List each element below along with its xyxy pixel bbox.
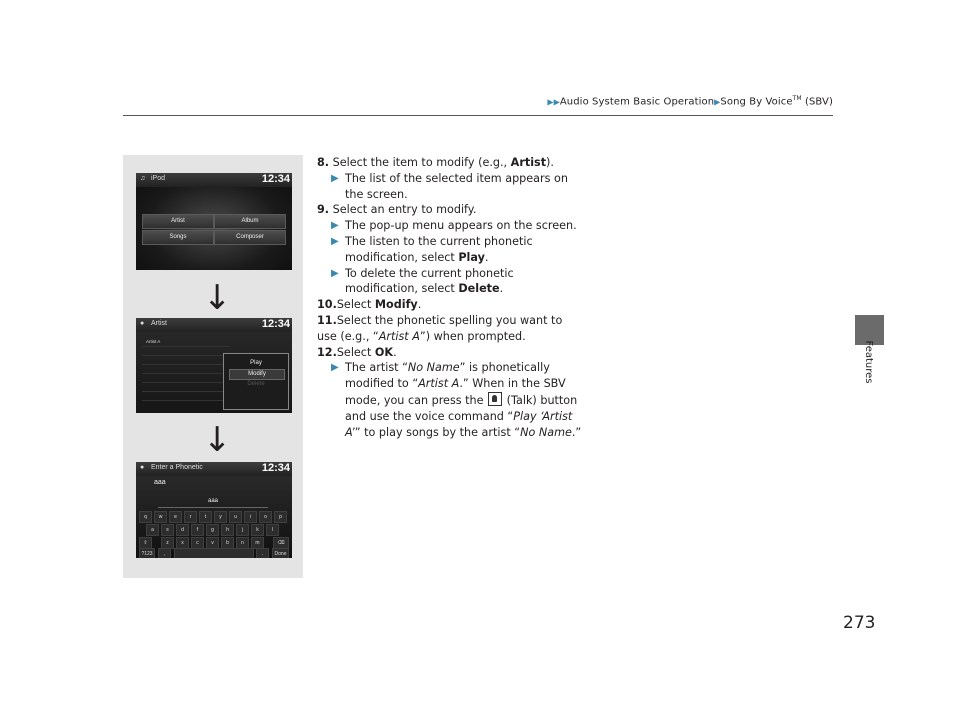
triangle-bullet-icon: ▶ [331, 267, 339, 279]
trademark-mark: TM [792, 95, 802, 102]
key-m[interactable]: m [251, 537, 264, 549]
step-9-result: ▶ The pop-up menu appears on the screen. [331, 219, 577, 233]
key-u[interactable]: u [229, 511, 242, 523]
header-rule [123, 115, 833, 116]
key-j[interactable]: j [236, 524, 249, 536]
key-c[interactable]: c [191, 537, 204, 549]
key-z[interactable]: z [161, 537, 174, 549]
key-g[interactable]: g [206, 524, 219, 536]
key-h[interactable]: h [221, 524, 234, 536]
key-v[interactable]: v [206, 537, 219, 549]
modify-menu-item[interactable]: Modify [229, 369, 285, 380]
songs-button[interactable]: Songs [142, 230, 214, 245]
breadcrumb-arrow-icon: ▶ [714, 97, 721, 107]
key-f[interactable]: f [191, 524, 204, 536]
step-8-result: ▶ The list of the selected item appears on the screen. [331, 171, 568, 201]
instruction-steps [317, 155, 582, 440]
phonetic-screen [136, 462, 292, 558]
breadcrumb-section: Audio System Basic Operation [559, 96, 715, 108]
list-item[interactable]: Artist A [142, 338, 230, 347]
key-e[interactable]: e [169, 511, 182, 523]
down-arrow-icon: ↓ [203, 420, 232, 460]
shift-key-icon[interactable]: ⇧ [139, 537, 152, 549]
screen-title: iPod [151, 175, 166, 182]
key-q[interactable]: q [139, 511, 152, 523]
chapter-tab-label: Features [863, 340, 874, 384]
key-w[interactable]: w [154, 511, 167, 523]
phonetic-field[interactable]: aaa [154, 479, 166, 486]
step-9: 9. Select an entry to modify. [317, 203, 477, 217]
clock: 12:34 [261, 462, 290, 474]
step-9-play-note: ▶ The listen to the current phonetic modification, select Play. [331, 234, 533, 264]
key-l[interactable]: l [266, 524, 279, 536]
step-12: 12.Select OK. [317, 345, 397, 359]
phonetic-entry[interactable]: aaa [158, 495, 268, 508]
list-item[interactable] [142, 392, 230, 401]
step-12-result: ▶ The artist “No Name” is phonetically modified to “Artist A.” When in the SBV mode, you can press the (Talk) button and use the voice command “Play ‘Artist A’” to play songs by the artist “No Name.” [331, 361, 582, 439]
list-item[interactable] [142, 356, 230, 365]
key-n[interactable]: n [236, 537, 249, 549]
screen-title-bar [136, 318, 292, 332]
screen-title-bar [136, 462, 292, 476]
triangle-bullet-icon: ▶ [331, 362, 339, 374]
space-key[interactable] [174, 548, 254, 558]
key-r[interactable]: r [184, 511, 197, 523]
key-y[interactable]: y [214, 511, 227, 523]
list-item[interactable] [142, 374, 230, 383]
screen-title: Artist [151, 320, 167, 327]
backspace-key-icon[interactable]: ⌫ [273, 537, 289, 549]
screen-title: Enter a Phonetic [151, 464, 203, 471]
key-a[interactable]: a [146, 524, 159, 536]
step-10: 10.Select Modify. [317, 298, 422, 312]
key-x[interactable]: x [176, 537, 189, 549]
popup-menu [223, 353, 289, 410]
breadcrumb [547, 95, 833, 107]
key-period[interactable]: . [256, 548, 269, 558]
step-8: 8. Select the item to modify (e.g., Artist). [317, 156, 554, 169]
list-item[interactable] [142, 365, 230, 374]
clock: 12:34 [261, 173, 290, 185]
key-p[interactable]: p [274, 511, 287, 523]
artist-screen [136, 318, 292, 413]
clock: 12:34 [261, 318, 290, 330]
key-b[interactable]: b [221, 537, 234, 549]
down-arrow-icon: ↓ [203, 278, 232, 318]
triangle-bullet-icon: ▶ [331, 172, 339, 184]
breadcrumb-arrow-icon: ▶▶ [547, 97, 560, 107]
artist-button[interactable]: Artist [142, 214, 214, 229]
back-icon[interactable]: ● [140, 320, 145, 327]
screen-title-bar [136, 173, 292, 187]
talk-icon [488, 392, 502, 406]
triangle-bullet-icon: ▶ [331, 235, 339, 247]
step-9-delete-note: ▶ To delete the current phonetic modification, select Delete. [331, 266, 514, 296]
symbols-key[interactable]: ?123 [139, 548, 155, 558]
key-comma[interactable]: , [158, 548, 171, 558]
key-k[interactable]: k [251, 524, 264, 536]
breadcrumb-topic: Song By Voice [720, 96, 793, 108]
list-item[interactable] [142, 383, 230, 392]
album-button[interactable]: Album [214, 214, 286, 229]
breadcrumb-suffix: (SBV) [804, 96, 833, 108]
delete-menu-item[interactable]: Delete [247, 381, 265, 387]
ipod-screen [136, 173, 292, 270]
key-o[interactable]: o [259, 511, 272, 523]
key-t[interactable]: t [199, 511, 212, 523]
key-d[interactable]: d [176, 524, 189, 536]
done-key[interactable]: Done [272, 548, 289, 558]
composer-button[interactable]: Composer [214, 230, 286, 245]
play-menu-item[interactable]: Play [250, 360, 262, 366]
back-icon[interactable]: ● [140, 464, 145, 471]
key-i[interactable]: i [244, 511, 257, 523]
key-s[interactable]: s [161, 524, 174, 536]
step-11: 11.Select the phonetic spelling you want to use (e.g., “Artist A”) when prompted. [317, 313, 563, 343]
music-note-icon: ♫ [140, 175, 146, 182]
page-number: 273 [843, 613, 876, 633]
triangle-bullet-icon: ▶ [331, 220, 339, 232]
list-item[interactable] [142, 347, 230, 356]
